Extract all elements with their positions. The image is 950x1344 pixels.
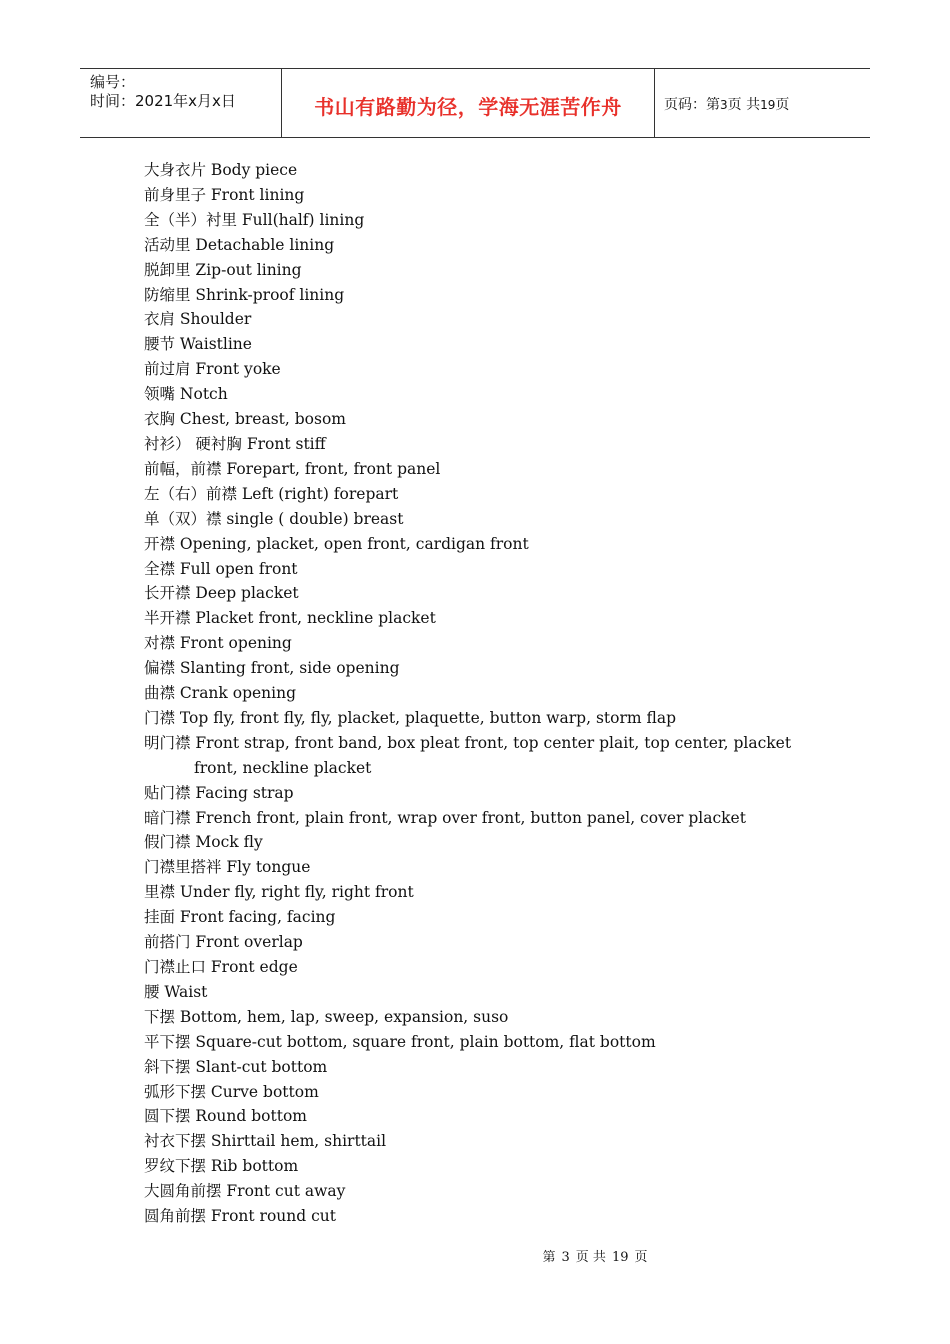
glossary-entry: 对襟 Front opening xyxy=(144,634,292,653)
serial-label: 编号： xyxy=(90,73,136,91)
glossary-entry: 腰节 Waistline xyxy=(144,335,252,354)
glossary-entry: 半开襟 Placket front, neckline placket xyxy=(144,609,436,628)
date-label: 时间：2021年x月x日 xyxy=(90,92,236,110)
glossary-entry: 单（双）襟 single ( double) breast xyxy=(144,509,404,528)
glossary-entry: 圆角前摆 Front round cut xyxy=(144,1207,337,1226)
glossary-entry: 左（右）前襟 Left (right) forepart xyxy=(144,484,399,503)
footer-mid: 页 共 xyxy=(575,1250,606,1265)
header-page-current: 3 xyxy=(720,98,728,112)
glossary-entry: 暗门襟 French front, plain front, wrap over front, button panel, cover placket xyxy=(144,808,746,827)
header-page-total: 19 xyxy=(760,98,776,112)
glossary-entry: 防缩里 Shrink-proof lining xyxy=(144,285,345,304)
glossary-entry: 长开襟 Deep placket xyxy=(144,584,299,603)
header-page-mid: 页 共 xyxy=(727,97,761,113)
motto: 书山有路勤为径，学海无涯苦作舟 xyxy=(314,95,622,119)
glossary-entry: 全（半）衬里 Full(half) lining xyxy=(144,210,365,229)
glossary-entry: 下摆 Bottom, hem, lap, sweep, expansion, suso xyxy=(144,1007,509,1026)
glossary-entry: 弧形下摆 Curve bottom xyxy=(144,1082,319,1101)
glossary-entry: 腰 Waist xyxy=(144,982,208,1001)
glossary-entry: 全襟 Full open front xyxy=(144,559,298,578)
glossary-entry: 假门襟 Mock fly xyxy=(144,833,263,852)
glossary-entry: 门襟止口 Front edge xyxy=(144,958,298,976)
glossary-entry: 里襟 Under fly, right fly, right front xyxy=(144,883,414,902)
glossary-entry: 罗纹下摆 Rib bottom xyxy=(144,1157,299,1176)
glossary-entry: 衬衣下摆 Shirttail hem, shirttail xyxy=(144,1132,387,1151)
glossary-entry: 贴门襟 Facing strap xyxy=(144,783,294,802)
glossary-entry: 圆下摆 Round bottom xyxy=(144,1107,307,1126)
header-page-number xyxy=(664,94,789,114)
page-header xyxy=(80,68,870,138)
footer-page-total: 19 xyxy=(611,1250,629,1265)
glossary-entry: 斜下摆 Slant-cut bottom xyxy=(144,1057,328,1076)
glossary-entry: 前身里子 Front lining xyxy=(144,185,305,204)
glossary-entry: 衬衫） 硬衬胸 Front stiff xyxy=(144,434,326,453)
glossary-entry: 领嘴 Notch xyxy=(144,385,228,404)
footer-prefix: 第 xyxy=(542,1250,556,1265)
glossary-entry: 脱卸里 Zip-out lining xyxy=(144,260,302,279)
glossary-entry: 平下摆 Square-cut bottom, square front, plain bottom, flat bottom xyxy=(144,1032,656,1051)
glossary-entry: 明门襟 Front strap, front band, box pleat front, top center plait, top center, placket front, neckline placket xyxy=(144,733,792,777)
header-page-suffix: 页 xyxy=(775,97,790,113)
glossary-entry: 前过肩 Front yoke xyxy=(144,360,281,379)
glossary-entry: 门襟里搭袢 Fly tongue xyxy=(144,858,311,877)
glossary-entry: 活动里 Detachable lining xyxy=(144,235,335,254)
glossary-entry: 曲襟 Crank opening xyxy=(144,684,297,703)
header-motto-cell xyxy=(282,69,655,137)
glossary-entry: 衣胸 Chest, breast, bosom xyxy=(144,410,346,429)
header-meta-cell xyxy=(80,69,282,137)
footer-suffix: 页 xyxy=(634,1250,648,1265)
glossary-list xyxy=(144,158,824,1229)
glossary-entry: 前幅，前襟 Forepart, front, front panel xyxy=(144,459,441,478)
glossary-entry: 门襟 Top fly, front fly, fly, placket, plaquette, button warp, storm flap xyxy=(144,708,677,727)
glossary-entry: 前搭门 Front overlap xyxy=(144,933,303,952)
glossary-entry: 偏襟 Slanting front, side opening xyxy=(144,659,400,678)
glossary-entry: 开襟 Opening, placket, open front, cardigan front xyxy=(144,534,529,553)
header-page-prefix: 页码：第 xyxy=(664,97,720,113)
page-footer xyxy=(0,1246,950,1265)
glossary-entry: 大圆角前摆 Front cut away xyxy=(144,1182,346,1201)
glossary-entry: 大身衣片 Body piece xyxy=(144,161,298,179)
glossary-entry: 挂面 Front facing, facing xyxy=(144,908,336,927)
glossary-entry: 衣肩 Shoulder xyxy=(144,310,252,329)
header-page-cell xyxy=(655,69,870,137)
footer-page-current: 3 xyxy=(561,1250,570,1265)
